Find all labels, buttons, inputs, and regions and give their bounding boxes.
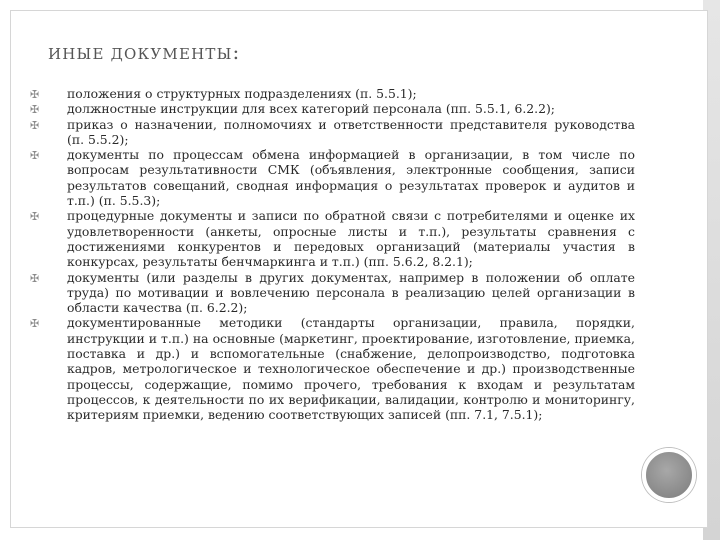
decorative-circle [642,448,696,502]
slide-title [48,40,241,64]
list-item [30,86,635,101]
list-item [30,315,635,422]
list-item [30,270,635,316]
list-item-text: должностные инструкции для всех категорий персонала (пп. 5.5.1, 6.2.2); [67,101,555,117]
bullet-list [30,86,635,423]
list-item-text: приказ о назначении, полномочиях и ответственности представителя руководства (п. 5.5.2); [67,116,635,147]
list-item [30,117,635,148]
list-item-text: документированные методики (стандарты организации, правила, порядки, инструкции и т.п.) на основные (маркетинг, проектирование, изготовление, приемка, поставка и др.) и вспомогательные (снабжение, делопроизводство, подготовка кадров, метрологическое и технологическое обеспечение и др.) производственные процессы, содержащие, помимо прочего, требования к входам и результатам процессов, к деятельности по их верификации, валидации, контролю и мониторингу, критериям приемки, ведению соответствующих записей (пп. 7.1, 7.5.1); [67,315,635,423]
list-item-text: документы (или разделы в других документах, например в положении об оплате труда) по мотивации и вовлечению персонала в реализацию целей организации в области качества (п. 6.2.2); [67,269,635,316]
bullet-icon: ✠ [30,103,40,117]
bullet-icon: ✠ [30,88,40,101]
list-item-text: положения о структурных подразделениях (п. 5.5.1); [67,86,417,101]
slide-title-text: ИНЫЕ ДОКУМЕНТЫ [48,45,233,63]
bullet-icon: ✠ [30,149,40,163]
list-item [30,208,635,269]
bullet-icon: ✠ [30,118,40,132]
list-item [30,147,635,208]
bullet-icon: ✠ [30,210,40,224]
bullet-icon: ✠ [30,271,40,285]
list-item-text: документы по процессам обмена информацией в организации, в том числе по вопросам результативности СМК (объявления, электронные сообщения, записи результатов совещаний, сводная информация о результатах проверок и аудитов и т.п.) (п. 5.5.3); [67,147,635,209]
list-item-text: процедурные документы и записи по обратной связи с потребителями и оценке их удовлетворенности (анкеты, опросные листы и т.п.), результаты сравнения с достижениями конкурентов и передовых организаций (материалы участия в конкурсах, результаты бенчмаркинга и т.п.) (пп. 5.6.2, 8.2.1); [67,208,635,270]
bullet-icon: ✠ [30,317,40,331]
slide-title-colon: : [232,40,241,64]
list-item [30,101,635,116]
